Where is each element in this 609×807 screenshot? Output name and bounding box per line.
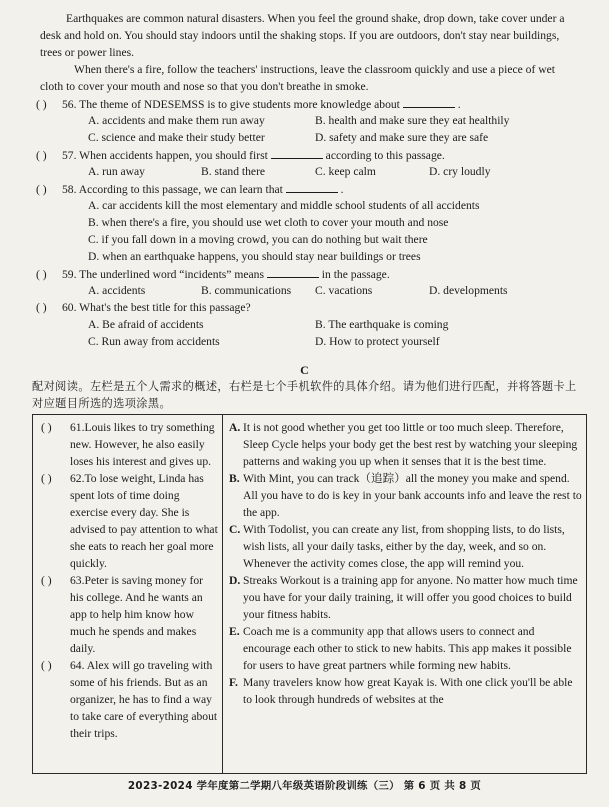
answer-paren[interactable]: ( ) (41, 472, 52, 485)
answer-blank (271, 146, 323, 159)
question-text: 60. What's the best title for this passage? (62, 301, 251, 314)
app-text: With Mint, you can track（追踪）all the money you make and spend. All you have to do is key in your bank accounts info and leave the rest to the app. (243, 472, 582, 519)
answer-option: A. run away (88, 165, 145, 178)
answer-option: C. vacations (315, 284, 373, 297)
app-description (229, 470, 583, 521)
reading-passage (40, 10, 568, 95)
app-description (229, 572, 583, 623)
answer-paren[interactable]: ( ) (36, 268, 47, 281)
question-stem (36, 299, 576, 316)
column-divider (222, 415, 223, 773)
section-c-instructions: 配对阅读。左栏是五个人需求的概述，右栏是七个手机软件的具体介绍。请为他们进行匹配，并将答题卡上对应题目所选的选项涂黑。 (32, 380, 577, 410)
options-row (36, 316, 576, 333)
question-stem (36, 265, 576, 282)
option-letter: B. (229, 472, 240, 485)
app-description (229, 521, 583, 572)
answer-option: C. keep calm (315, 165, 376, 178)
question-stem (36, 146, 576, 163)
question-text: 56. The theme of NDESEMSS is to give students more knowledge about (62, 98, 400, 111)
answer-option: B. communications (201, 284, 292, 297)
question-stem (36, 180, 576, 197)
question-text: 57. When accidents happen, you should first (62, 149, 268, 162)
question-stem (36, 95, 576, 112)
need-text: 62.To lose weight, Linda has spent lots of time doing exercise every day. She is advised to pay attention to what she eats to reach her goal more quickly. (70, 472, 218, 570)
answer-option: A. accidents and make them run away (88, 114, 265, 127)
answer-paren[interactable]: ( ) (41, 574, 52, 587)
answer-paren[interactable]: ( ) (41, 659, 52, 672)
answer-option: B. stand there (201, 165, 266, 178)
answer-paren[interactable]: ( ) (36, 98, 47, 111)
need-item (38, 419, 218, 470)
answer-option: B. The earthquake is coming (315, 318, 449, 331)
answer-paren[interactable]: ( ) (36, 183, 47, 196)
answer-paren[interactable]: ( ) (36, 301, 47, 314)
answer-option: A. car accidents kill the most elementary and middle school students of all accidents (88, 199, 480, 212)
needs-column (38, 419, 218, 742)
question-tail: according to this passage. (325, 149, 445, 162)
option-letter: C. (229, 523, 241, 536)
matching-table (32, 414, 587, 774)
answer-option: D. safety and make sure they are safe (315, 131, 489, 144)
option-letter: E. (229, 625, 240, 638)
answer-blank (403, 95, 455, 108)
question-tail: . (340, 183, 344, 196)
need-item (38, 470, 218, 572)
question-tail: in the passage. (321, 268, 390, 281)
app-text: With Todolist, you can create any list, from shopping lists, to do lists, wish lists, all your daily tasks, either by the day, week, and so on. Whenever the activity comes close, the app will remind you. (243, 523, 565, 570)
app-description (229, 674, 583, 708)
apps-column (229, 419, 583, 708)
answer-option: D. developments (429, 284, 508, 297)
page-footer: 2023-2024 学年度第二学期八年级英语阶段训练（三） 第 6 页 共 8 页 (127, 780, 482, 792)
option-letter: F. (229, 676, 238, 689)
app-text: Many travelers know how great Kayak is. With one click you'll be able to look through hundreds of websites at the (243, 676, 573, 706)
answer-paren[interactable]: ( ) (41, 421, 52, 434)
answer-option: B. health and make sure they eat healthily (315, 114, 510, 127)
answer-option: D. when an earthquake happens, you should stay near buildings or trees (88, 250, 421, 263)
answer-paren[interactable]: ( ) (36, 149, 47, 162)
answer-blank (267, 265, 319, 278)
app-text: Streaks Workout is a training app for anyone. No matter how much time you have for your daily training, it will offer you good choices to build your fitness habits. (243, 574, 578, 621)
answer-blank (286, 180, 338, 193)
option-letter: D. (229, 574, 241, 587)
options-row (36, 282, 576, 299)
app-description (229, 623, 583, 674)
app-text: Coach me is a community app that allows users to connect and encourage each other to stick to new habits. This app makes it possible for users to have great partners while forming new habits. (243, 625, 572, 672)
answer-option: C. Run away from accidents (88, 335, 220, 348)
options-row (36, 129, 576, 146)
answer-option: D. cry loudly (429, 165, 491, 178)
options-row (36, 333, 576, 350)
passage-paragraph-earthquake: Earthquakes are common natural disasters. When you feel the ground shake, drop down, take cover under a desk and hold on. You should stay indoors until the shaking stops. If you are outdoors, don't stay near buildings, trees or power lines. (40, 12, 565, 59)
question-list (36, 95, 576, 350)
answer-option: A. Be afraid of accidents (88, 318, 204, 331)
passage-paragraph-fire: When there's a fire, follow the teachers' instructions, leave the classroom quickly and use a piece of wet cloth to cover your mouth and nose so that you don't breathe in smoke. (40, 63, 555, 93)
need-text: 63.Peter is saving money for his college. And he wants an app to help him know how much he spends and makes daily. (70, 574, 203, 655)
question-text: 59. The underlined word “incidents” means (62, 268, 264, 281)
need-text: 61.Louis likes to try something new. However, he also easily loses his interest and gives up. (70, 421, 215, 468)
section-c-heading: C (300, 363, 309, 377)
option-letter: A. (229, 421, 241, 434)
app-text: It is not good whether you get too little or too much sleep. Therefore, Sleep Cycle helps your body get the best rest by watching your sleeping patterns and waking you up when it senses that it is the best time. (243, 421, 578, 468)
need-item (38, 657, 218, 742)
question-text: 58. According to this passage, we can learn that (62, 183, 283, 196)
need-text: 64. Alex will go traveling with some of his friends. But as an organizer, he has to find a way to take care of everything about their trips. (70, 659, 218, 740)
options-row (36, 112, 576, 129)
need-item (38, 572, 218, 657)
answer-option: C. if you fall down in a moving crowd, you can do nothing but wait there (88, 233, 428, 246)
answer-option: C. science and make their study better (88, 131, 265, 144)
options-row (36, 163, 576, 180)
answer-option: B. when there's a fire, you should use wet cloth to cover your mouth and nose (88, 216, 449, 229)
answer-option: A. accidents (88, 284, 146, 297)
app-description (229, 419, 583, 470)
answer-option: D. How to protect yourself (315, 335, 440, 348)
question-tail: . (457, 98, 461, 111)
